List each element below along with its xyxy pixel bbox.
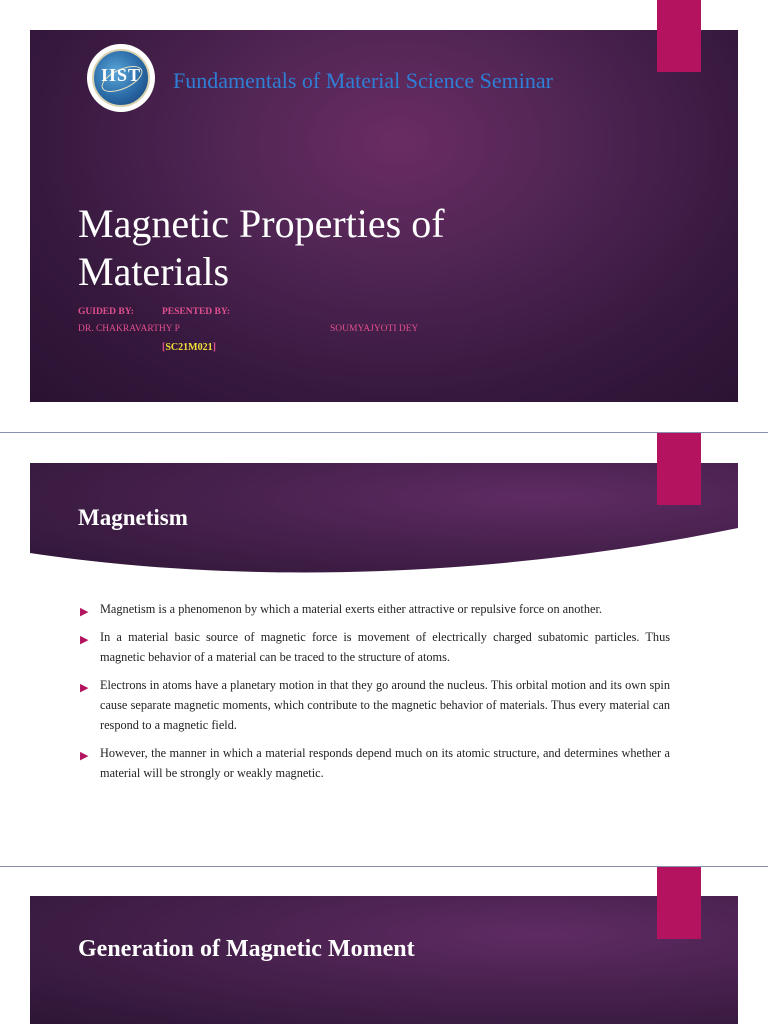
presented-by-label: PESENTED BY: — [162, 307, 231, 317]
bullet-text: Magnetism is a phenomenon by which a material exerts either attractive or repulsive force on another. — [100, 602, 602, 616]
guide-name: DR. CHAKRAVARTHY P — [78, 324, 180, 334]
guided-by-label: GUIDED BY: — [78, 307, 134, 317]
bullet-item — [80, 599, 670, 619]
logo-emblem-icon — [92, 49, 150, 107]
title-slide — [30, 30, 738, 402]
slide-divider — [0, 866, 768, 867]
bullet-text: However, the manner in which a material responds depend much on its atomic structure, and determines whether a material will be strongly or weakly magnetic. — [100, 746, 670, 780]
bullet-text: Electrons in atoms have a planetary motion in that they go around the nucleus. This orbital motion and its own spin cause separate magnetic moments, which contribute to the magnetic behavior of materials. Thus every material can respond to a magnetic field. — [100, 678, 670, 732]
slide2-accent-bar — [657, 433, 701, 505]
bullet-list — [80, 599, 670, 791]
bullet-item — [80, 627, 670, 667]
slide2-banner — [30, 463, 738, 578]
bullet-arrow-icon: ▶ — [80, 606, 89, 618]
bullet-arrow-icon: ▶ — [80, 682, 89, 694]
magnetic-moment-slide — [30, 896, 738, 1024]
presentation-title: Magnetic Properties of Materials — [78, 201, 445, 294]
slide3-accent-bar — [657, 867, 701, 939]
bullet-item — [80, 675, 670, 735]
presenter-name: SOUMYAJYOTI DEY — [330, 324, 419, 334]
bullet-arrow-icon: ▶ — [80, 634, 89, 646]
bullet-text: In a material basic source of magnetic force is movement of electrically charged subatomic particles. Thus magnetic behavior of a material can be traced to the structure of atoms. — [100, 630, 670, 664]
seminar-title: Fundamentals of Material Science Seminar — [173, 68, 553, 93]
bullet-arrow-icon: ▶ — [80, 750, 89, 762]
roll-bracket-close: ] — [212, 342, 216, 353]
slide3-heading: Generation of Magnetic Moment — [78, 936, 415, 962]
slide2-heading: Magnetism — [78, 505, 188, 530]
magnetism-slide — [30, 463, 738, 868]
roll-number — [162, 342, 216, 353]
roll-code: SC21M021 — [165, 342, 213, 353]
bullet-item — [80, 743, 670, 783]
slide-divider — [0, 432, 768, 433]
slide1-accent-bar — [657, 0, 701, 72]
logo-text: IIST — [100, 65, 142, 85]
roll-bracket-open: [ — [162, 342, 166, 353]
institute-logo — [87, 44, 155, 112]
